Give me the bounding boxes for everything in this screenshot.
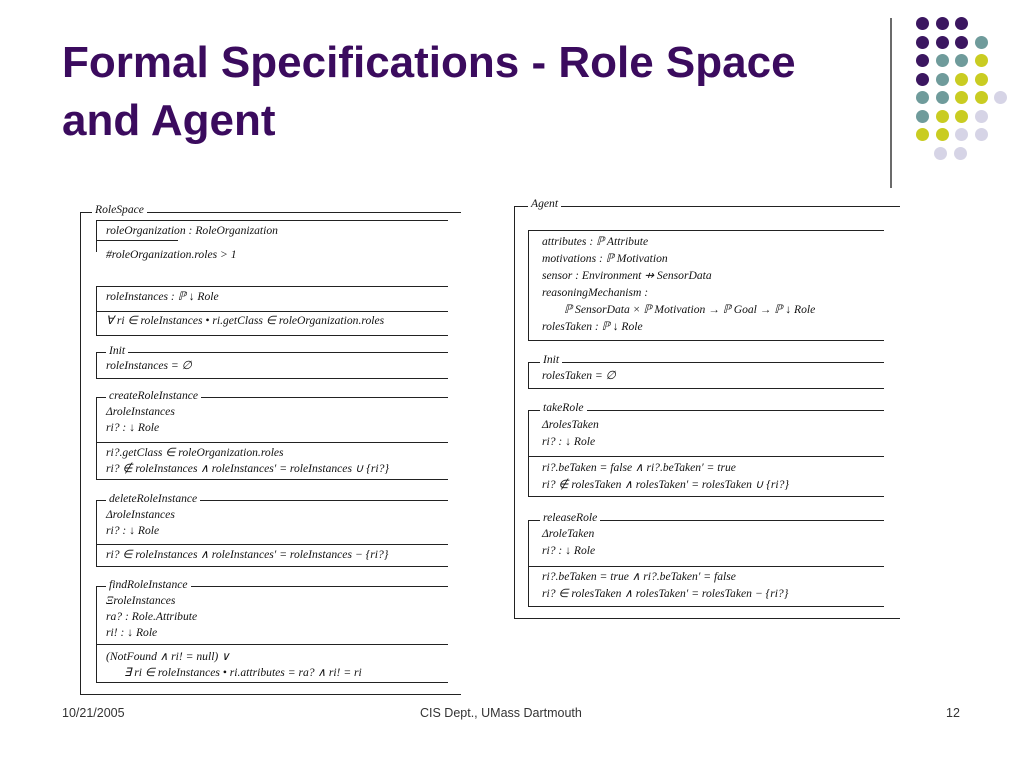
- decorative-dot: [916, 36, 929, 49]
- find-role-instance-title: findRoleInstance: [106, 578, 191, 591]
- take-pred-1: ri?.beTaken = false ∧ ri?.beTaken′ = true: [542, 461, 736, 474]
- take-decl-1: ΔrolesTaken: [542, 418, 599, 431]
- decorative-dot: [955, 73, 968, 86]
- create-pred-2: ri? ∉ roleInstances ∧ roleInstances′ = roleInstances ∪ {ri?}: [106, 462, 390, 475]
- decorative-dot: [936, 17, 949, 30]
- role-instances-decl: roleInstances : ℙ ↓ Role: [106, 290, 219, 303]
- release-decl-1: ΔroleTaken: [542, 527, 595, 540]
- decorative-divider: [890, 18, 892, 188]
- decorative-dot: [916, 54, 929, 67]
- create-pred-1: ri?.getClass ∈ roleOrganization.roles: [106, 446, 284, 459]
- decorative-dot: [936, 36, 949, 49]
- slide-title: Formal Specifications - Role Space and Agent: [62, 38, 796, 145]
- delete-decl-1: ΔroleInstances: [106, 508, 175, 521]
- decorative-dot: [936, 54, 949, 67]
- release-decl-2: ri? : ↓ Role: [542, 544, 596, 557]
- decorative-dot: [994, 91, 1007, 104]
- find-decl-3: ri! : ↓ Role: [106, 626, 158, 639]
- decorative-dot: [916, 73, 929, 86]
- decorative-dot: [955, 54, 968, 67]
- agent-title: Agent: [528, 197, 561, 210]
- decorative-dot: [955, 128, 968, 141]
- rolespace-init-title: Init: [106, 344, 128, 357]
- decorative-dot: [975, 54, 988, 67]
- release-role-title: releaseRole: [540, 511, 600, 524]
- take-pred-2: ri? ∉ rolesTaken ∧ rolesTaken′ = rolesTaken ∪ {ri?}: [542, 478, 790, 491]
- create-decl-2: ri? : ↓ Role: [106, 421, 160, 434]
- agent-decl-attributes: attributes : ℙ Attribute: [542, 235, 649, 248]
- decorative-dot: [955, 91, 968, 104]
- decorative-dot: [916, 110, 929, 123]
- decorative-dot: [916, 91, 929, 104]
- role-instances-predicate: ∀ ri ∈ roleInstances • ri.getClass ∈ roleOrganization.roles: [106, 314, 385, 327]
- agent-init-body: rolesTaken = ∅: [542, 369, 616, 382]
- footer-center-text: CIS Dept., UMass Dartmouth: [420, 706, 582, 720]
- rolespace-predicate: #roleOrganization.roles > 1: [106, 248, 237, 261]
- rolespace-decl: roleOrganization : RoleOrganization: [106, 224, 278, 237]
- find-pred-1: (NotFound ∧ ri! = null) ∨: [106, 650, 230, 663]
- agent-schema: [514, 196, 902, 620]
- decorative-dot: [954, 147, 967, 160]
- decorative-dot: [955, 110, 968, 123]
- agent-decl-roles-taken: rolesTaken : ℙ ↓ Role: [542, 320, 643, 333]
- create-role-instance-title: createRoleInstance: [106, 389, 201, 402]
- footer-page-number: 12: [946, 706, 960, 720]
- decorative-dot: [975, 110, 988, 123]
- footer-date: 10/21/2005: [62, 706, 125, 720]
- take-decl-2: ri? : ↓ Role: [542, 435, 596, 448]
- create-decl-1: ΔroleInstances: [106, 405, 175, 418]
- take-role-title: takeRole: [540, 401, 587, 414]
- decorative-dot: [955, 36, 968, 49]
- decorative-dot: [975, 36, 988, 49]
- decorative-dot: [916, 17, 929, 30]
- find-pred-2: ∃ ri ∈ roleInstances • ri.attributes = ra? ∧ ri! = ri: [124, 666, 362, 679]
- decorative-dot: [934, 147, 947, 160]
- find-decl-2: ra? : Role.Attribute: [106, 610, 198, 623]
- agent-decl-motivations: motivations : ℙ Motivation: [542, 252, 668, 265]
- decorative-dot: [916, 128, 929, 141]
- rolespace-title: RoleSpace: [92, 203, 147, 216]
- decorative-dot: [936, 128, 949, 141]
- decorative-dot: [975, 91, 988, 104]
- delete-decl-2: ri? : ↓ Role: [106, 524, 160, 537]
- agent-decl-reasoning: reasoningMechanism :: [542, 286, 649, 299]
- decorative-dot: [975, 128, 988, 141]
- decorative-dot: [975, 73, 988, 86]
- find-decl-1: ΞroleInstances: [106, 594, 176, 607]
- agent-decl-sensor: sensor : Environment ⇸ SensorData: [542, 269, 712, 282]
- decorative-dot: [936, 110, 949, 123]
- rolespace-init-body: roleInstances = ∅: [106, 359, 192, 372]
- decorative-dot: [936, 73, 949, 86]
- agent-init-title: Init: [540, 353, 562, 366]
- release-pred-1: ri?.beTaken = true ∧ ri?.beTaken′ = false: [542, 570, 736, 583]
- delete-role-instance-title: deleteRoleInstance: [106, 492, 200, 505]
- release-pred-2: ri? ∈ rolesTaken ∧ rolesTaken′ = rolesTaken − {ri?}: [542, 587, 789, 600]
- decorative-dot: [936, 91, 949, 104]
- agent-decl-reasoning-type: ℙ SensorData × ℙ Motivation → ℙ Goal → ℙ ↓ Role: [564, 303, 816, 316]
- rolespace-schema: [80, 198, 464, 696]
- decorative-dot: [955, 17, 968, 30]
- delete-pred-1: ri? ∈ roleInstances ∧ roleInstances′ = roleInstances − {ri?}: [106, 548, 389, 561]
